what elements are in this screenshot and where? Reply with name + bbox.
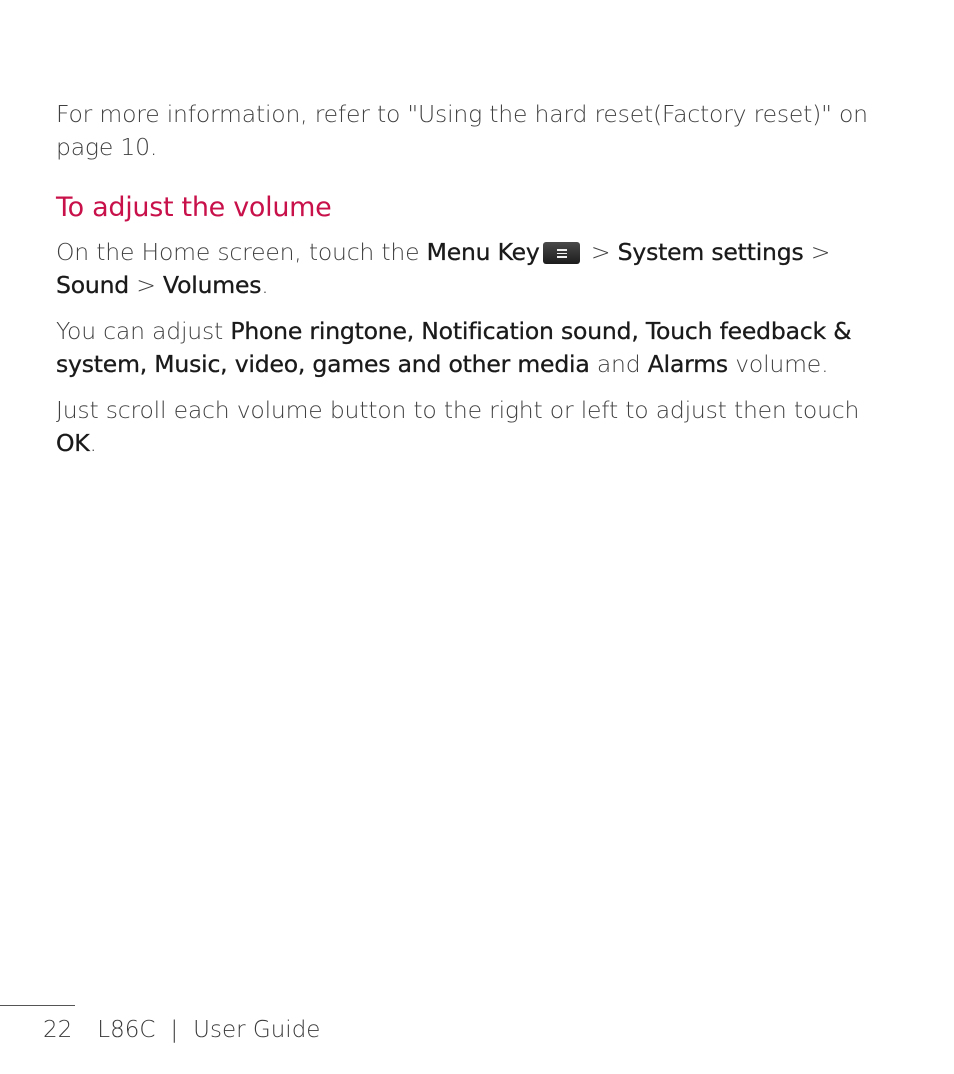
menu-key-label: Menu Key <box>426 238 540 266</box>
step1-separator-2: > <box>803 238 831 266</box>
step1-separator-3: > <box>129 271 164 299</box>
volumes-label: Volumes <box>163 271 262 299</box>
scroll-instruction-paragraph <box>56 394 886 460</box>
alarms-label: Alarms <box>647 350 728 378</box>
model-name: L86C <box>97 1017 156 1043</box>
guide-title: User Guide <box>193 1017 321 1043</box>
step1-separator-1: > <box>583 238 618 266</box>
step3-end: . <box>89 429 97 457</box>
page-footer <box>43 1014 320 1046</box>
step1-prefix: On the Home screen, touch the <box>56 238 427 266</box>
step2-end: volume. <box>727 350 829 378</box>
footer-separator: | <box>170 1017 179 1043</box>
sound-label: Sound <box>56 271 129 299</box>
section-heading: To adjust the volume <box>56 192 332 223</box>
page-number: 22 <box>43 1017 73 1043</box>
intro-paragraph: For more information, refer to "Using the hard reset(Factory reset)" on page 10. <box>56 100 868 161</box>
system-settings-label: System settings <box>617 238 804 266</box>
footer-divider <box>0 1005 75 1006</box>
page-content <box>56 98 886 460</box>
step1-end: . <box>261 271 269 299</box>
step2-and: and <box>589 350 648 378</box>
step3-prefix: Just scroll each volume button to the right or left to adjust then touch <box>56 396 860 424</box>
ok-label: OK <box>56 429 90 457</box>
step2-prefix: You can adjust <box>56 317 231 345</box>
adjustable-volumes-paragraph <box>56 315 886 381</box>
volume-types-list: Phone ringtone, Notification sound, Touch feedback & system, Music, video, games and other media <box>56 317 852 378</box>
menu-key-icon <box>543 242 580 264</box>
volume-instruction-paragraph <box>56 236 886 302</box>
